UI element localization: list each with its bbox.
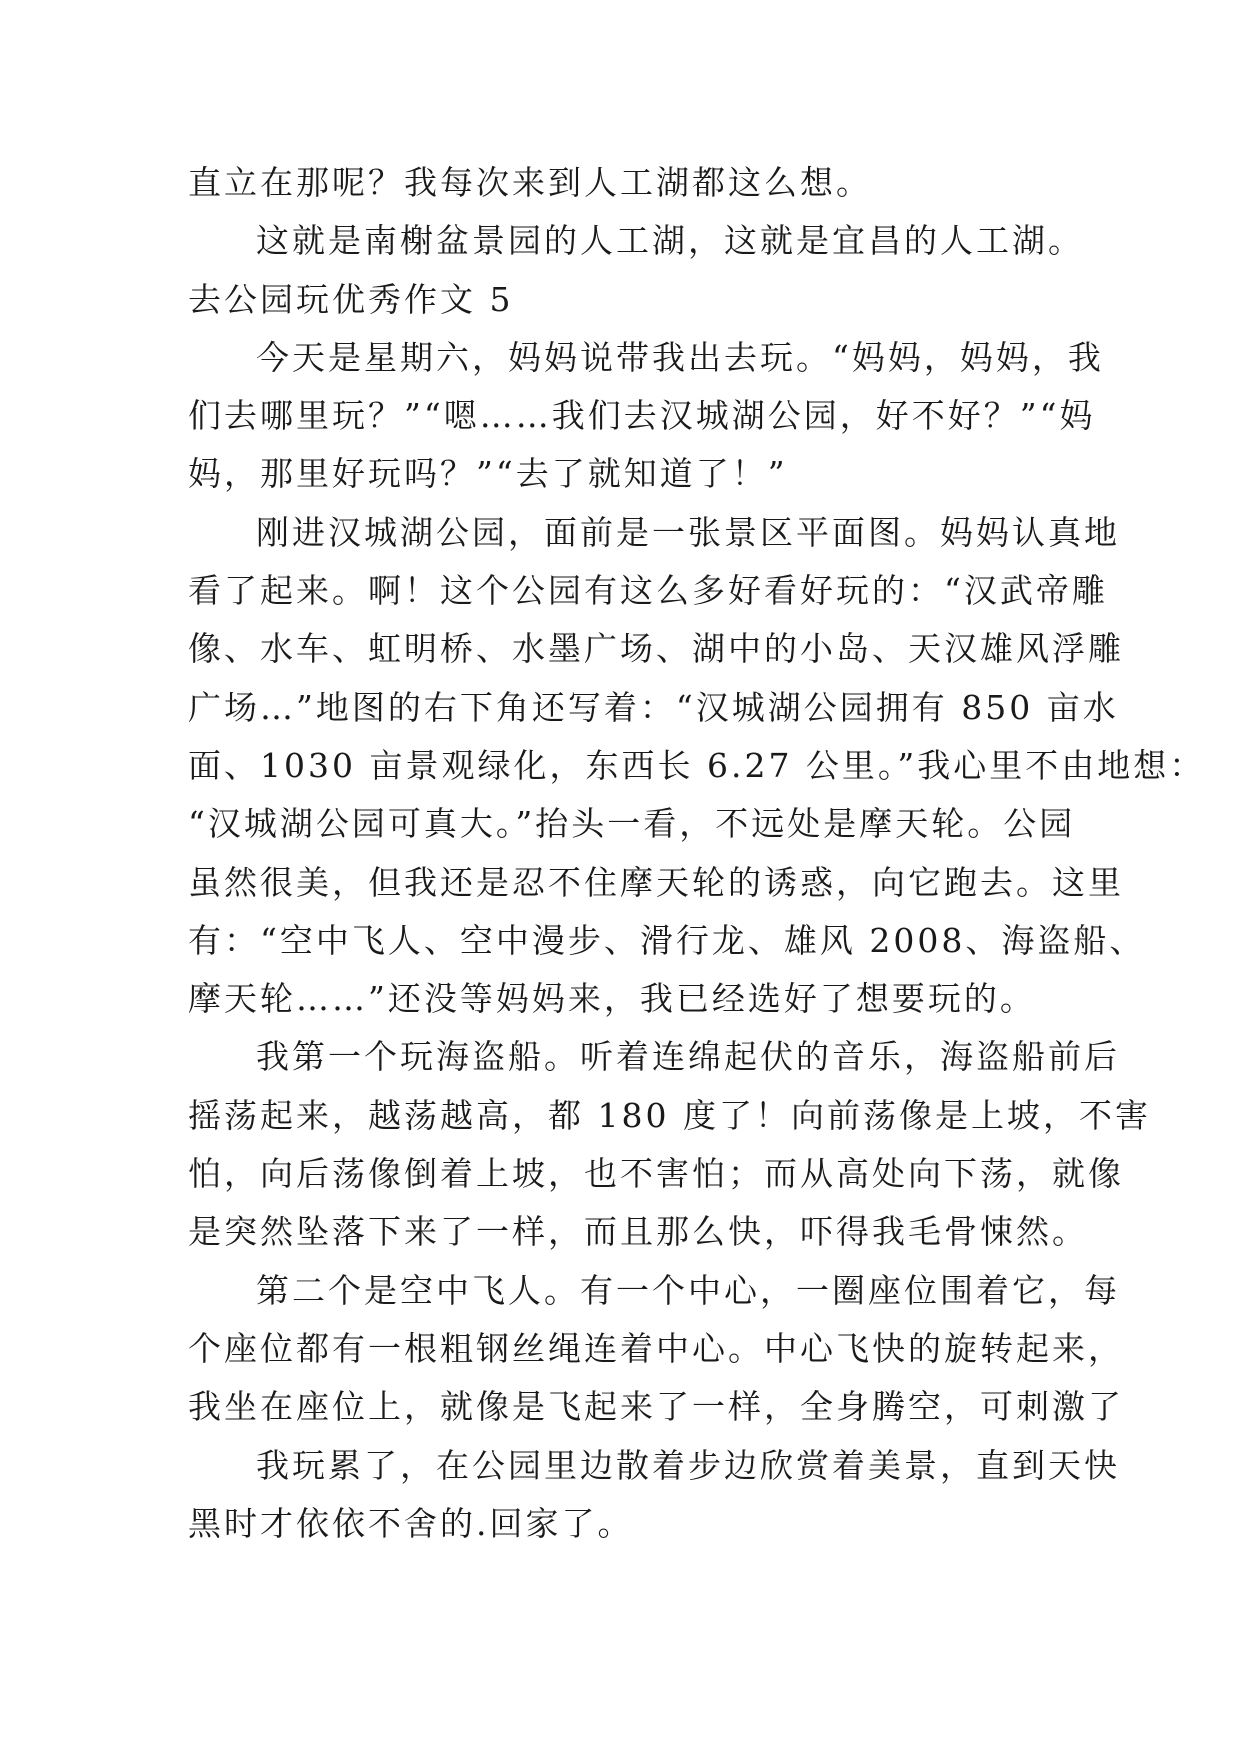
text-line: 们去哪里玩？”“嗯……我们去汉城湖公园，好不好？”“妈 [188,396,1096,436]
text-line: 摇荡起来，越荡越高，都 180 度了！向前荡像是上坡，不害 [188,1095,1151,1135]
paragraph-first-line: 第二个是空中飞人。有一个中心，一圈座位围着它，每 [256,1270,1120,1310]
text-line: 面、1030 亩景观绿化，东西长 6.27 公里。”我心里不由地想： [188,745,1206,785]
paragraph-first-line: 今天是星期六，妈妈说带我出去玩。“妈妈，妈妈，我 [256,337,1104,377]
text-line: 像、水车、虹明桥、水墨广场、湖中的小岛、天汉雄风浮雕 [188,629,1124,669]
paragraph-first-line: 这就是南榭盆景园的人工湖，这就是宜昌的人工湖。 [256,221,1084,261]
text-line: 个座位都有一根粗钢丝绳连着中心。中心飞快的旋转起来， [188,1328,1124,1368]
section-heading: 去公园玩优秀作文 5 [188,279,514,319]
paragraph-first-line: 我玩累了，在公园里边散着步边欣赏着美景，直到天快 [256,1445,1120,1485]
text-line: 摩天轮……”还没等妈妈来，我已经选好了想要玩的。 [188,979,1036,1019]
text-line: 虽然很美，但我还是忍不住摩天轮的诱惑，向它跑去。这里 [188,862,1124,902]
text-line: 我坐在座位上，就像是飞起来了一样，全身腾空，可刺激了 [188,1387,1124,1427]
text-line: 直立在那呢？我每次来到人工湖都这么想。 [188,163,872,202]
text-line: 有：“空中飞人、空中漫步、滑行龙、雄风 2008、海盗船、 [188,920,1146,960]
paragraph-first-line: 刚进汉城湖公园，面前是一张景区平面图。妈妈认真地 [256,512,1120,552]
text-line: 是突然坠落下来了一样，而且那么快，吓得我毛骨悚然。 [188,1212,1088,1252]
paragraph-first-line: 我第一个玩海盗船。听着连绵起伏的音乐，海盗船前后 [256,1037,1120,1077]
text-line: 怕，向后荡像倒着上坡，也不害怕；而从高处向下荡，就像 [188,1154,1124,1194]
document-body [188,154,1206,1553]
text-line: 广场…”地图的右下角还写着：“汉城湖公园拥有 850 亩水 [188,687,1119,727]
text-line: 看了起来。啊！这个公园有这么多好看好玩的：“汉武帝雕 [188,571,1108,611]
text-line: “汉城湖公园可真大。”抬头一看，不远处是摩天轮。公园 [188,804,1076,844]
text-line: 妈，那里好玩吗？”“去了就知道了！” [188,454,788,494]
text-line: 黑时才依依不舍的.回家了。 [188,1503,634,1543]
